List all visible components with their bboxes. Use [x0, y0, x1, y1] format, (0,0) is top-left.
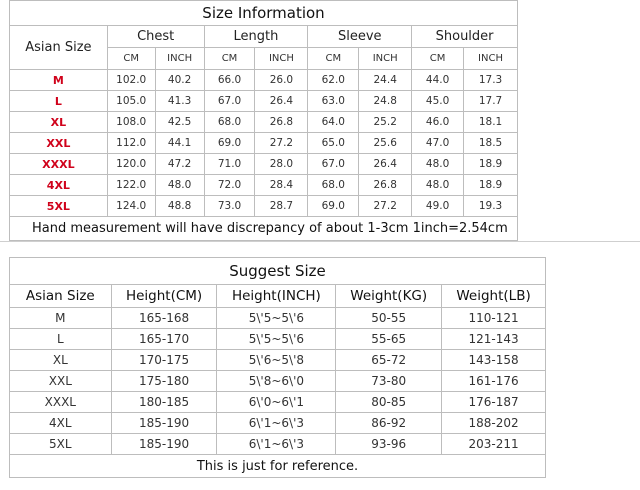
size-label: M [10, 308, 112, 329]
measurement-cell: 64.0 [308, 112, 359, 133]
column-header: Weight(KG) [336, 285, 442, 308]
suggest-cell: 80-85 [336, 392, 442, 413]
suggest-cell: 165-168 [111, 308, 217, 329]
measurement-cell: 108.0 [107, 112, 155, 133]
suggest-cell: 161-176 [442, 371, 546, 392]
unit-header-cm: CM [412, 48, 464, 70]
measurement-cell: 68.0 [308, 175, 359, 196]
size-label: 4XL [10, 413, 112, 434]
size-label: L [10, 91, 108, 112]
size-label: M [10, 70, 108, 91]
measurement-cell: 66.0 [204, 70, 255, 91]
unit-header-inch: INCH [464, 48, 518, 70]
size-label: XXXL [10, 154, 108, 175]
measurement-cell: 62.0 [308, 70, 359, 91]
table-row [10, 91, 518, 112]
measurement-cell: 73.0 [204, 196, 255, 217]
measurement-cell: 48.0 [412, 175, 464, 196]
measurement-cell: 26.8 [359, 175, 412, 196]
table-row [10, 154, 518, 175]
size-information-table [9, 0, 518, 241]
size-label: 4XL [10, 175, 108, 196]
size-label: 5XL [10, 434, 112, 455]
suggest-cell: 6\'0~6\'1 [217, 392, 336, 413]
measurement-cell: 47.0 [412, 133, 464, 154]
measurement-cell: 65.0 [308, 133, 359, 154]
table-row [10, 112, 518, 133]
table-row [10, 392, 546, 413]
measurement-cell: 44.0 [412, 70, 464, 91]
table-row [10, 70, 518, 91]
unit-header-inch: INCH [155, 48, 204, 70]
size-label: XXL [10, 371, 112, 392]
divider [0, 241, 640, 242]
sleeve-header: Sleeve [308, 26, 412, 48]
table-row [10, 434, 546, 455]
chest-header: Chest [107, 26, 204, 48]
measurement-cell: 102.0 [107, 70, 155, 91]
measurement-cell: 112.0 [107, 133, 155, 154]
measurement-cell: 63.0 [308, 91, 359, 112]
unit-header-inch: INCH [359, 48, 412, 70]
suggest-cell: 86-92 [336, 413, 442, 434]
measurement-cell: 26.0 [255, 70, 308, 91]
size-label: XXXL [10, 392, 112, 413]
table-row [10, 308, 546, 329]
suggest-cell: 5\'8~6\'0 [217, 371, 336, 392]
suggest-cell: 143-158 [442, 350, 546, 371]
column-header: Height(CM) [111, 285, 217, 308]
suggest-rows [10, 308, 546, 455]
measurement-cell: 67.0 [204, 91, 255, 112]
suggest-cell: 175-180 [111, 371, 217, 392]
measurement-cell: 18.9 [464, 175, 518, 196]
measurement-cell: 26.4 [359, 154, 412, 175]
measurement-cell: 105.0 [107, 91, 155, 112]
measurement-cell: 17.3 [464, 70, 518, 91]
shoulder-header: Shoulder [412, 26, 518, 48]
measurement-cell: 49.0 [412, 196, 464, 217]
measurement-cell: 48.0 [412, 154, 464, 175]
measurement-cell: 18.9 [464, 154, 518, 175]
suggest-cell: 121-143 [442, 329, 546, 350]
suggest-cell: 5\'5~5\'6 [217, 329, 336, 350]
measurement-cell: 46.0 [412, 112, 464, 133]
suggest-cell: 5\'6~5\'8 [217, 350, 336, 371]
measurement-cell: 120.0 [107, 154, 155, 175]
table-row [10, 196, 518, 217]
suggest-cell: 65-72 [336, 350, 442, 371]
size-info-title: Size Information [10, 1, 518, 26]
table-row [10, 133, 518, 154]
measurement-cell: 28.4 [255, 175, 308, 196]
table-row [10, 329, 546, 350]
suggest-cell: 188-202 [442, 413, 546, 434]
suggest-cell: 55-65 [336, 329, 442, 350]
measurement-cell: 69.0 [308, 196, 359, 217]
suggest-cell: 93-96 [336, 434, 442, 455]
reference-note: This is just for reference. [10, 455, 546, 478]
length-header: Length [204, 26, 308, 48]
measurement-cell: 19.3 [464, 196, 518, 217]
measurement-cell: 72.0 [204, 175, 255, 196]
suggest-cell: 6\'1~6\'3 [217, 413, 336, 434]
measurement-cell: 28.0 [255, 154, 308, 175]
suggest-cell: 180-185 [111, 392, 217, 413]
measurement-cell: 68.0 [204, 112, 255, 133]
measurement-cell: 44.1 [155, 133, 204, 154]
asian-size-header: Asian Size [10, 26, 108, 70]
suggest-cell: 176-187 [442, 392, 546, 413]
measurement-cell: 24.8 [359, 91, 412, 112]
measurement-cell: 122.0 [107, 175, 155, 196]
size-label: XL [10, 350, 112, 371]
measurement-cell: 47.2 [155, 154, 204, 175]
measurement-note: Hand measurement will have discrepancy of about 1-3cm 1inch=2.54cm [10, 217, 518, 241]
measurement-cell: 41.3 [155, 91, 204, 112]
suggest-cell: 6\'1~6\'3 [217, 434, 336, 455]
size-label: XXL [10, 133, 108, 154]
suggest-cell: 185-190 [111, 413, 217, 434]
measurement-cell: 17.7 [464, 91, 518, 112]
suggest-size-title: Suggest Size [10, 258, 546, 285]
size-label: XL [10, 112, 108, 133]
suggest-cell: 110-121 [442, 308, 546, 329]
unit-header-cm: CM [204, 48, 255, 70]
size-label: L [10, 329, 112, 350]
column-header: Asian Size [10, 285, 112, 308]
unit-header-cm: CM [107, 48, 155, 70]
measurement-cell: 71.0 [204, 154, 255, 175]
measurement-cell: 24.4 [359, 70, 412, 91]
suggest-cell: 165-170 [111, 329, 217, 350]
measurement-cell: 26.8 [255, 112, 308, 133]
measurement-cell: 26.4 [255, 91, 308, 112]
column-header: Weight(LB) [442, 285, 546, 308]
measurement-cell: 48.0 [155, 175, 204, 196]
measurement-cell: 25.6 [359, 133, 412, 154]
table-row [10, 413, 546, 434]
measurement-cell: 27.2 [359, 196, 412, 217]
suggest-size-table [9, 257, 546, 478]
suggest-cell: 50-55 [336, 308, 442, 329]
unit-header-cm: CM [308, 48, 359, 70]
measurement-cell: 48.8 [155, 196, 204, 217]
measurement-cell: 67.0 [308, 154, 359, 175]
column-header: Height(INCH) [217, 285, 336, 308]
table-row [10, 175, 518, 196]
suggest-cell: 185-190 [111, 434, 217, 455]
measurement-cell: 27.2 [255, 133, 308, 154]
suggest-cell: 203-211 [442, 434, 546, 455]
measurement-cell: 69.0 [204, 133, 255, 154]
measurement-cell: 40.2 [155, 70, 204, 91]
measurement-cell: 124.0 [107, 196, 155, 217]
measurement-cell: 25.2 [359, 112, 412, 133]
suggest-cell: 5\'5~5\'6 [217, 308, 336, 329]
table-row [10, 371, 546, 392]
measurement-cell: 18.1 [464, 112, 518, 133]
measurement-cell: 18.5 [464, 133, 518, 154]
table-row [10, 350, 546, 371]
measurement-cell: 45.0 [412, 91, 464, 112]
size-info-rows [10, 70, 518, 217]
measurement-cell: 42.5 [155, 112, 204, 133]
suggest-cell: 170-175 [111, 350, 217, 371]
suggest-header-row [10, 285, 546, 308]
size-label: 5XL [10, 196, 108, 217]
suggest-cell: 73-80 [336, 371, 442, 392]
unit-header-inch: INCH [255, 48, 308, 70]
measurement-cell: 28.7 [255, 196, 308, 217]
